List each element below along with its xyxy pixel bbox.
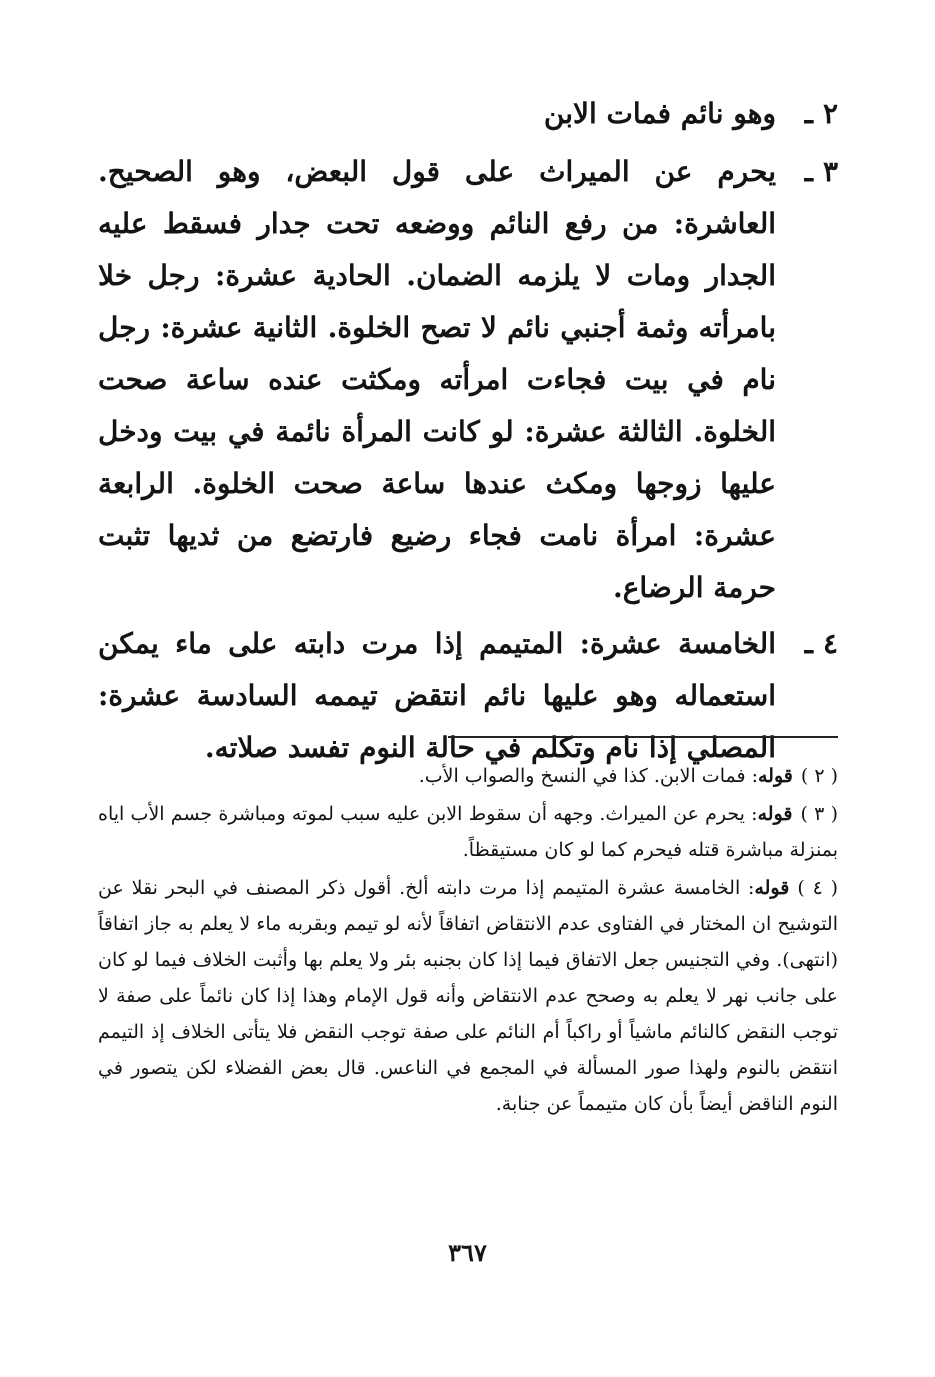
footnote-text: : الخامسة عشرة المتيمم إذا مرت دابته ألخ. أقول ذكر المصنف في البحر نقلا عن التوشيح ان المختار في الفتاوى عدم الانتقاض اتفاقاً لأنه لو تيمم وبقربه ماء لا يعلم به جاز اتفاقاً (انتهى). وفي التجنيس جعل الاتفاق فيما إذا كان بجنبه بئر ولا يعلم بها وأثبت الخلاف فيما لو كان على جانب نهر لا يعلم به وصحح عدم الانتقاض وأنه قول الإمام وهذا إذا كان نائماً على صفة لا توجب النقض كالنائم ماشياً أو راكباً أم النائم على صفة توجب النقض فلا يتأتى الخلاف إذ التيمم انتقض بالنوم ولهذا صور المسألة في المجمع في الناعس. قال بعض الفضلاء لكن يتصور في النوم الناقض أيضاً بأن كان متيمماً عن جنابة. — [98, 877, 838, 1115]
footnote-keyword: قوله — [754, 877, 790, 899]
footnote-text: : فمات الابن. كذا في النسخ والصواب الأب. — [418, 765, 758, 787]
entry-text: يحرم عن الميراث على قول البعض، وهو الصحيح. العاشرة: من رفع النائم ووضعه تحت جدار فسقط عليه الجدار ومات لا يلزمه الضمان. الحادية عشرة: رجل خلا بامرأته وثمة أجنبي نائم لا تصح الخلوة. الثانية عشرة: رجل نام في بيت فجاءت امرأته ومكثت عنده ساعة صحت الخلوة. الثالثة عشرة: لو كانت المرأة نائمة في بيت ودخل عليها زوجها ومكث عندها ساعة صحت الخلوة. الرابعة عشرة: امرأة نامت فجاء رضيع فارتضع من ثديها تثبت حرمة الرضاع. — [98, 155, 776, 604]
entry-number-dash: ـ — [804, 97, 813, 130]
footnote-2 — [98, 758, 838, 794]
footnote-3 — [98, 796, 838, 868]
main-entry-3 — [98, 146, 838, 614]
entry-number — [782, 146, 838, 198]
main-entry-2 — [98, 88, 838, 140]
footnote-separator — [448, 736, 838, 738]
footnote-keyword: قوله — [758, 765, 793, 787]
footnote-keyword: قوله — [757, 803, 793, 825]
main-entry-4 — [98, 618, 838, 774]
entry-number — [782, 618, 838, 670]
entry-number-digit: ٣ — [822, 155, 838, 188]
footnote-number: ( ٢ ) — [800, 765, 838, 787]
entry-text: الخامسة عشرة: المتيمم إذا مرت دابته على ماء يمكن استعماله وهو عليها نائم انتقض تيممه السادسة عشرة: المصلي إذا نام وتكلم في حالة النوم تفسد صلاته. — [98, 627, 776, 764]
footnote-text: : يحرم عن الميراث. وجهه أن سقوط الابن عليه سبب لموته ومباشرة جسم الأب اياه بمنزلة مباشرة قتله فيحرم كما لو كان مستيقظاً. — [98, 803, 838, 861]
footnote-number: ( ٤ ) — [797, 877, 839, 899]
entry-number-digit: ٤ — [822, 627, 838, 660]
entry-number-dash: ـ — [804, 627, 813, 660]
entry-text: وهو نائم فمات الابن — [543, 97, 776, 130]
footnote-4 — [98, 870, 838, 1122]
page-number: ٣٦٧ — [448, 1238, 487, 1267]
footnotes — [98, 758, 838, 1124]
entry-number — [782, 88, 838, 140]
entry-number-digit: ٢ — [822, 97, 838, 130]
footnote-number: ( ٣ ) — [800, 803, 839, 825]
main-text — [98, 88, 838, 774]
entry-number-dash: ـ — [804, 155, 813, 188]
